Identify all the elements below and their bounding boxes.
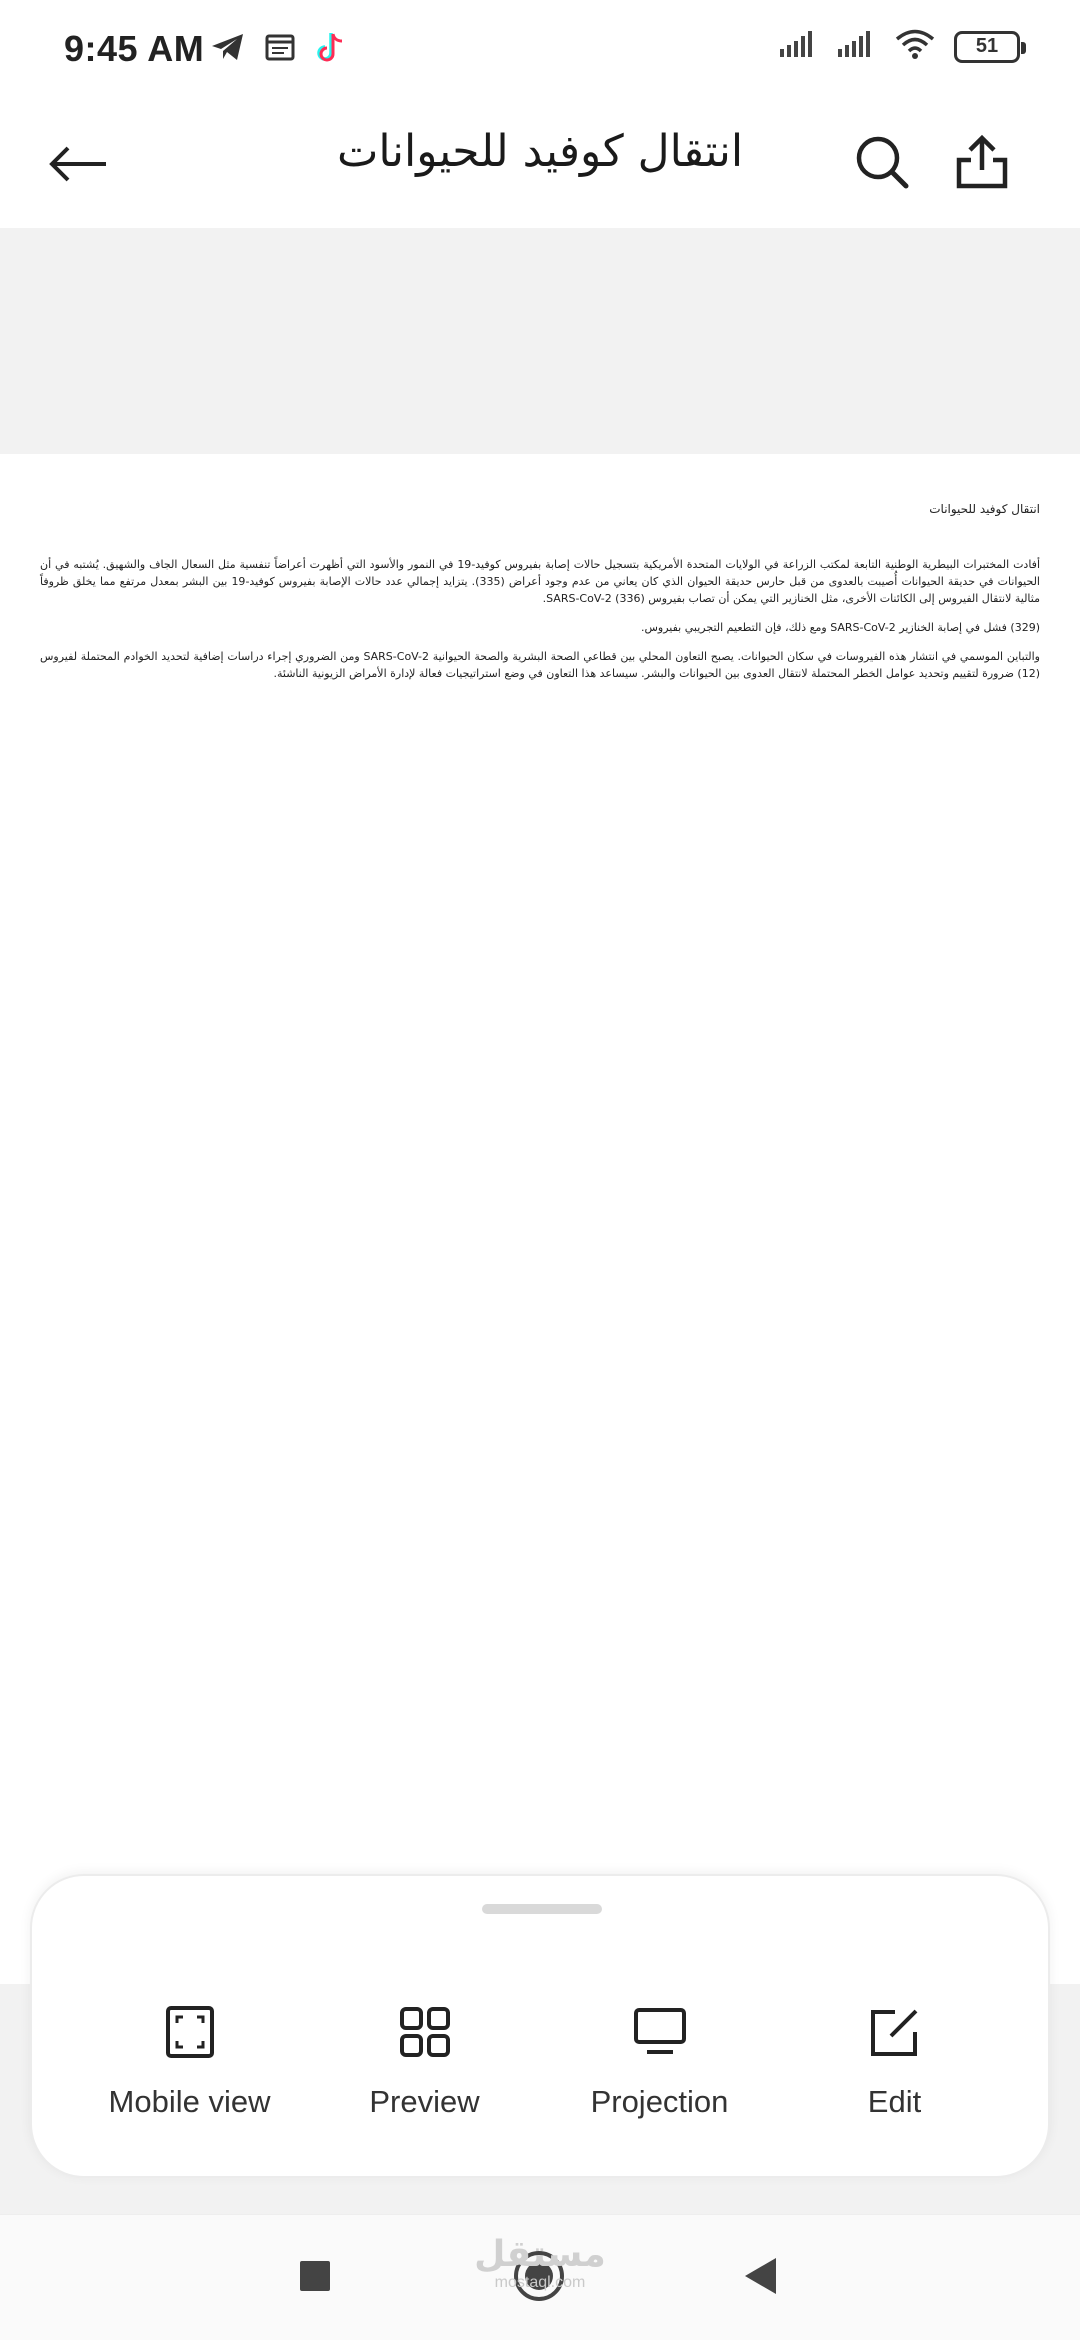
grid-icon <box>395 2002 455 2062</box>
watermark-latin: mostaql.com <box>494 2274 586 2291</box>
edit-button[interactable] <box>785 2002 1005 2120</box>
fullscreen-icon <box>160 2002 220 2062</box>
recent-apps-button[interactable] <box>282 2245 348 2311</box>
app-header <box>0 100 1080 228</box>
battery-level: 51 <box>975 35 999 57</box>
calendar-icon <box>264 31 296 68</box>
document-paragraph: أفادت المختبرات البيطرية الوطنية التابعة لمكتب الزراعة في الولايات المتحدة الأمريكية بتسجيل حالات إصابة بفيروس كوفيد-19 في النمور والأسود التي أظهرت أعراضاً تنفسية مثل السعال الجاف والشهيق. يُشتبه في أن الحيوانات في حديقة الحيوانات أُصيبت بالعدوى من قبل حارس حديقة الحيوان الذي كان يعاني من عدم وجود أعراض (335). يتزايد إجمالي عدد حالات الإصابة بفيروس كوفيد-19 بين البشر بمعدل مرتفع مما يخلق ظروفاً مثالية لانتقال الفيروس إلى الكائنات الأخرى، مثل الخنازير التي يمكن أن تصاب بفيروس SARS-CoV-2 (336). <box>40 558 1040 605</box>
preview-label: Preview <box>369 2084 480 2119</box>
page-title: انتقال كوفيد للحيوانات <box>336 126 744 177</box>
system-back-button[interactable] <box>728 2245 794 2311</box>
projection-button[interactable] <box>550 2002 770 2120</box>
edit-icon <box>865 2002 925 2062</box>
tiktok-icon <box>314 30 346 69</box>
document-paragraph: والتباين الموسمي في انتشار هذه الفيروسات في سكان الحيوانات. يصبح التعاون المحلي بين قطاعي الصحة البشرية والصحة الحيوانية SARS-CoV-2 ومن الضروري إجراء دراسات إضافية لتحديد الخوادم المحتملة لفيروس (12) ضرورة لتقييم وتحديد عوامل الخطر المحتملة لانتقال العدوى بين الحيوانات والبشر. سيساعد هذا التعاون في وضع استراتيجيات فعالة لإدارة الأمراض الزيونية الناشئة. <box>40 650 1040 680</box>
arrow-left-icon <box>46 144 110 189</box>
document-top-margin <box>0 228 1080 454</box>
notification-icons <box>210 30 346 69</box>
mobile-view-button[interactable] <box>80 2002 300 2120</box>
recent-apps-icon <box>298 2259 332 2298</box>
signal-icon <box>836 29 876 64</box>
preview-button[interactable] <box>315 2002 535 2120</box>
monitor-icon <box>630 2002 690 2062</box>
system-icons <box>778 28 1020 65</box>
share-button[interactable] <box>944 126 1020 202</box>
search-button[interactable] <box>844 126 920 202</box>
document-page[interactable] <box>0 454 1080 1984</box>
watermark-arabic: مستقل <box>474 2234 606 2275</box>
mobile-view-label: Mobile view <box>108 2084 271 2119</box>
search-icon <box>854 134 910 195</box>
battery-icon <box>954 31 1020 63</box>
projection-label: Projection <box>590 2084 729 2119</box>
signal-icon <box>778 29 818 64</box>
back-button[interactable] <box>40 128 116 204</box>
edit-label: Edit <box>867 2084 922 2119</box>
status-time: 9:45 AM <box>64 28 205 69</box>
telegram-icon <box>210 31 246 68</box>
document-paragraph: (329) فشل في إصابة الخنازير SARS-CoV-2 ومع ذلك، فإن التطعيم التجريبي بفيروس. <box>640 621 1040 634</box>
action-sheet <box>30 1874 1050 2178</box>
sheet-actions <box>32 2002 1052 2120</box>
sheet-drag-handle[interactable] <box>482 1904 602 1914</box>
back-triangle-icon <box>742 2256 780 2301</box>
watermark-logo <box>470 2236 610 2292</box>
wifi-icon <box>894 28 936 65</box>
share-icon <box>955 134 1009 195</box>
status-bar <box>0 0 1080 100</box>
document-title: انتقال كوفيد للحيوانات <box>929 502 1040 516</box>
